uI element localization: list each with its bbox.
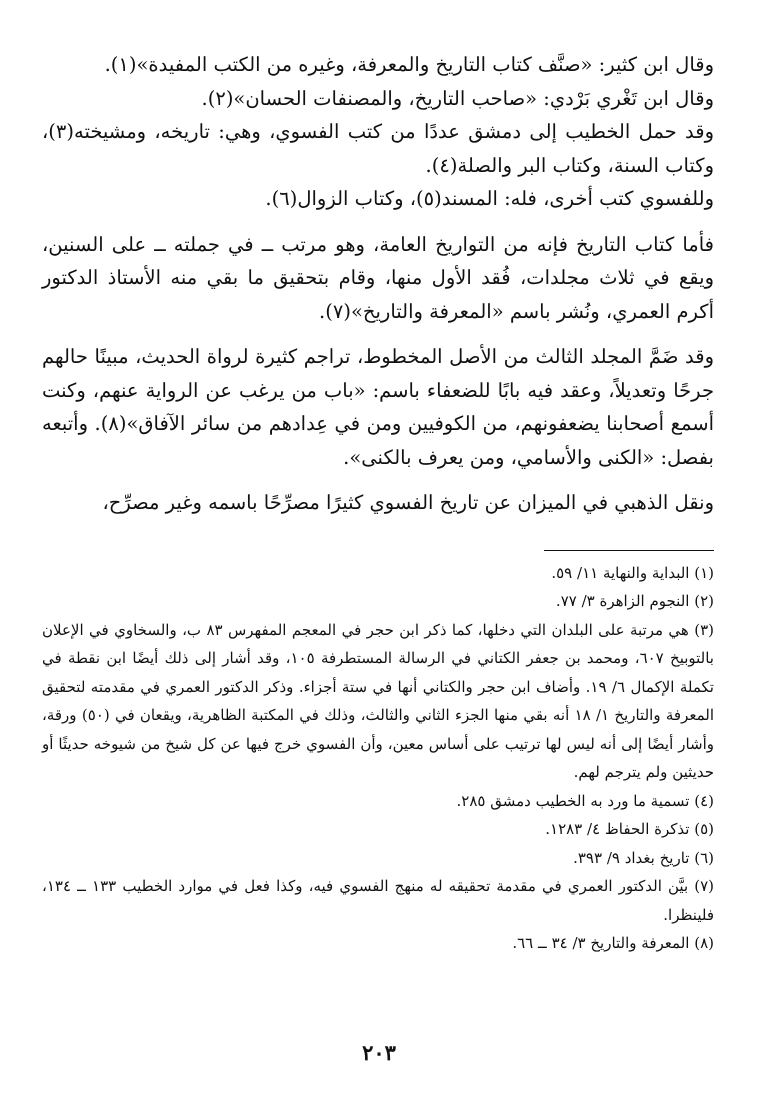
paragraph-khatib-books: وقد حمل الخطيب إلى دمشق عددًا من كتب الفسوي، وهي: تاريخه، ومشيخته(٣)، وكتاب السنة، وكتاب البر والصلة(٤). — [42, 120, 714, 177]
footnote-8: (٨) المعرفة والتاريخ ٣/ ٣٤ ــ ٦٦. — [512, 934, 714, 952]
paragraph-third-volume: وقد ضَمَّ المجلد الثالث من الأصل المخطوط، تراجم كثيرة لرواة الحديث، مبينًا حالهم جرحًا وتعديلاً، وعقد فيه بابًا للضعفاء باسم: «باب من يرغب عن الرواية عنهم، وكنت أسمع أصحابنا يضعفونهم، من الكوفيين ومن في عِدادهم من سائر الآفاق»(٨). وأتبعه بفصل: «الكنى والأسامي، ومن يعرف بالكنى». — [42, 345, 714, 469]
page-content — [42, 48, 714, 958]
footnote-5: (٥) تذكرة الحفاظ ٤/ ١٢٨٣. — [545, 820, 714, 838]
paragraph-book-of-history: فأما كتاب التاريخ فإنه من التواريخ العامة، وهو مرتب ــ في جملته ــ على السنين، ويقع في ثلاث مجلدات، فُقد الأول منها، وقام بتحقيق ما بقي منه الأستاذ الدكتور أكرم العمري، ونُشر باسم «المعرفة والتاريخ»(٧). — [42, 232, 714, 323]
paragraph-ibn-kathir-quote: وقال ابن كثير: «صنَّف كتاب التاريخ والمعرفة، وغيره من الكتب المفيدة»(١). — [104, 53, 714, 76]
footnote-divider — [544, 550, 714, 551]
footnote-2: (٢) النجوم الزاهرة ٣/ ٧٧. — [555, 592, 714, 610]
paragraph-ibn-taghri-birdi-quote: وقال ابن تَغْري بَرْدي: «صاحب التاريخ، والمصنفات الحسان»(٢). — [201, 86, 714, 110]
footnote-4: (٤) تسمية ما ورد به الخطيب دمشق ٢٨٥. — [456, 791, 714, 810]
main-text — [42, 48, 714, 520]
footnote-3: (٣) هي مرتبة على البلدان التي دخلها، كما ذكر ابن حجر في المعجم المفهرس ٨٣ ب، والسخاوي في الإعلان بالتوبيخ ٦٠٧، ومحمد بن جعفر الكتاني في الرسالة المستطرفة ١٠٥، وقد أشار إلى ذلك أيضًا ابن نقطة في تكملة الإكمال ٦/ ١٩. وأضاف ابن حجر والكتاني أنها في ستة أجزاء. وذكر الدكتور العمري في مقدمته لتحقيق المعرفة والتاريخ ١/ ١٨ أنه بقي منها الجزء الثاني والثالث، وذلك في المكتبة الظاهرية، ويقعان في (٥٠) ورقة، وأشار أيضًا إلى أنه ليس لها ترتيب على أساس معين، وأن الفسوي خرج فيها عن كل شيخ من شيوخه حديثًا أو حديثين ولم يترجم لهم. — [42, 620, 714, 781]
page-number: ٢٠٣ — [362, 1040, 396, 1065]
footnote-1: (١) البداية والنهاية ١١/ ٥٩. — [551, 563, 714, 582]
paragraph-dhahabi: ونقل الذهبي في الميزان عن تاريخ الفسوي كثيرًا مصرِّحًا باسمه وغير مصرِّح، — [102, 491, 714, 514]
paragraph-other-books: وللفسوي كتب أخرى، فله: المسند(٥)، وكتاب الزوال(٦). — [265, 187, 714, 210]
footnote-7: (٧) بيَّن الدكتور العمري في مقدمة تحقيقه له منهج الفسوي فيه، وكذا فعل في موارد الخطيب ١٣٣ ــ ١٣٤، فلينظرا. — [42, 877, 715, 924]
footnote-6: (٦) تاريخ بغداد ٩/ ٣٩٣. — [573, 848, 714, 867]
footnotes — [42, 559, 714, 958]
